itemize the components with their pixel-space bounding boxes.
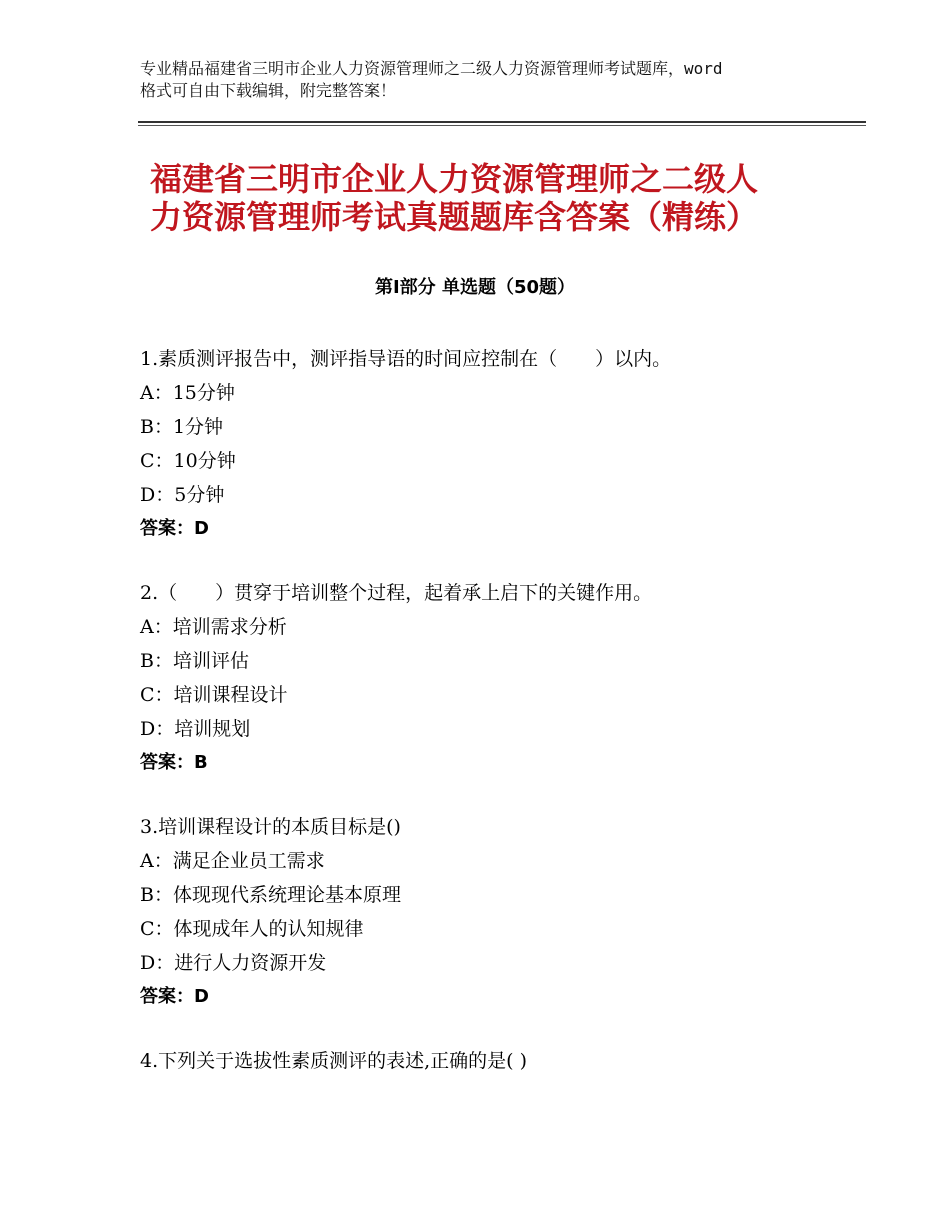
answer-line: 答案：D [140, 518, 209, 539]
option-d: D：进行人力资源开发 [140, 952, 327, 974]
option-c: C：10分钟 [140, 450, 236, 472]
option-a: A：15分钟 [140, 382, 235, 404]
option-d: D：培训规划 [140, 718, 251, 740]
section-title: 第Ⅰ部分 单选题（50题） [374, 277, 575, 298]
option-a: A：培训需求分析 [140, 616, 287, 638]
answer-line: 答案：B [140, 752, 208, 773]
option-a: A：满足企业员工需求 [140, 850, 325, 872]
document-title-line-1: 福建省三明市企业人力资源管理师之二级人 [150, 160, 759, 198]
question-stem: 2.（ ）贯穿于培训整个过程，起着承上启下的关键作用。 [140, 582, 653, 604]
header-note [140, 58, 830, 102]
question-list [140, 342, 840, 1108]
question-3 [140, 810, 840, 1014]
header-note-line-1: 专业精品福建省三明市企业人力资源管理师之二级人力资源管理师考试题库，word [140, 59, 723, 78]
document-title [150, 160, 830, 236]
option-c: C：培训课程设计 [140, 684, 288, 706]
question-4 [140, 1044, 840, 1078]
option-b: B：培训评估 [140, 650, 249, 672]
option-c: C：体现成年人的认知规律 [140, 918, 364, 940]
option-b: B：1分钟 [140, 416, 224, 438]
question-stem: 3.培训课程设计的本质目标是() [140, 816, 401, 838]
answer-line: 答案：D [140, 986, 209, 1007]
document-title-line-2: 力资源管理师考试真题题库含答案（精练） [150, 198, 759, 236]
option-d: D：5分钟 [140, 484, 225, 506]
question-stem: 1.素质测评报告中，测评指导语的时间应控制在（ ）以内。 [140, 348, 672, 370]
question-2 [140, 576, 840, 780]
option-b: B：体现现代系统理论基本原理 [140, 884, 401, 906]
header-note-line-2: 格式可自由下载编辑，附完整答案！ [140, 81, 397, 100]
header-divider-thin [138, 125, 866, 126]
question-stem: 4.下列关于选拔性素质测评的表述,正确的是( ) [140, 1050, 528, 1072]
question-1 [140, 342, 840, 546]
header-divider-thick [138, 121, 866, 123]
